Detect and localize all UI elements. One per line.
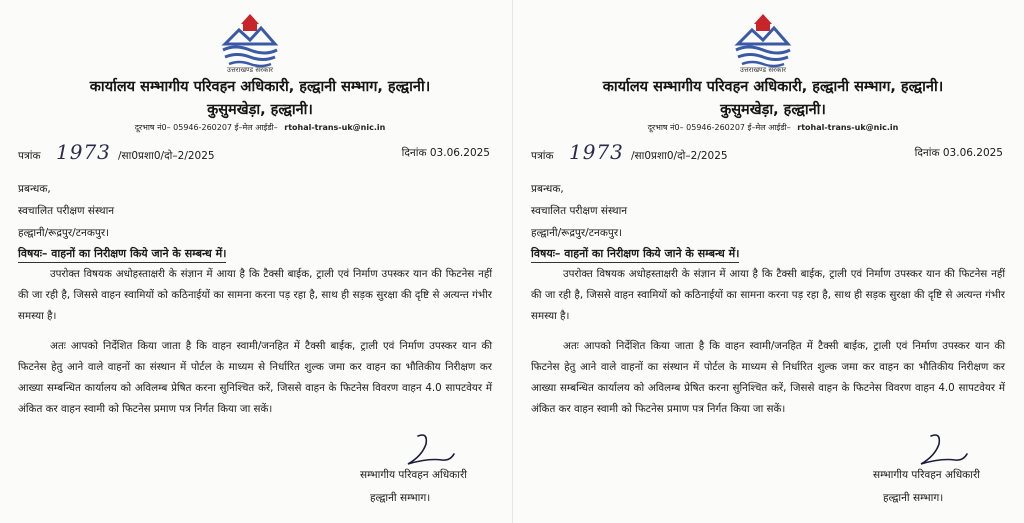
contact-phone: दूरभाष नं0– 05946-260207 ई–मेल आईडी– (647, 123, 791, 132)
addressee-line1: प्रबन्धक, (18, 183, 51, 195)
addressee-line2: स्वचालित परीक्षण संस्थान (18, 205, 115, 217)
ref-handwritten-number: 1973 (569, 140, 624, 164)
subject-label: विषयः– (531, 247, 561, 260)
subject-label: विषयः– (18, 247, 48, 260)
subject-line (531, 246, 739, 263)
signature-icon (911, 430, 971, 470)
emblem-caption: उत्तराखण्ड सरकार (226, 66, 274, 74)
letter-date: दिनांक 03.06.2025 (401, 147, 490, 159)
subject-text: वाहनों का निरीक्षण किये जाने के सम्बन्ध में। (564, 247, 740, 260)
office-title: कार्यालय सम्भागीय परिवहन अधिकारी, हल्द्वानी सम्भाग, हल्द्वानी। (602, 79, 944, 95)
letter-date: दिनांक 03.06.2025 (914, 147, 1003, 159)
paragraph-2: अतः आपको निर्देशित किया जाता है कि वाहन स्वामी/जनहित में टैक्सी बाईक, ट्राली एवं निर्माण उपस्कर यान की फिटनेस हेतु आने वाले वाहनों का संस्थान में पोर्टल के माध्यम से निर्धारित शुल्क जमा कर वाहन का भौतिकीय निरीक्षण कर आख्या सम्बन्धित कार्यालय को अविलम्ब प्रेषित करना सुनिश्चित करें, जिससे वाहन के फिटनेस विवरण वाहन 4.0 सापटवेयर में अंकित कर वाहन स्वामी को फिटनेस प्रमाण पत्र निर्गत किया जा सकें। (18, 340, 492, 415)
addressee-line3: हल्द्वानी/रूद्रपुर/टनकपुर। (531, 227, 623, 239)
ref-handwritten-number: 1973 (56, 140, 111, 164)
addressee-line2: स्वचालित परीक्षण संस्थान (531, 205, 628, 217)
letter-page-right (512, 0, 1024, 523)
addressee-line1: प्रबन्धक, (531, 183, 564, 195)
uttarakhand-emblem-icon (215, 10, 285, 70)
office-title: कार्यालय सम्भागीय परिवहन अधिकारी, हल्द्वानी सम्भाग, हल्द्वानी। (89, 79, 431, 95)
uttarakhand-emblem-icon (728, 10, 798, 70)
contact-line (60, 122, 460, 133)
ref-label: पत्रांक (18, 150, 41, 162)
ref-label: पत्रांक (531, 150, 554, 162)
contact-line (573, 122, 973, 133)
office-place: कुसुमखेड़ा, हल्द्वानी। (207, 102, 313, 118)
paragraph-1: उपरोक्त विषयक अधोहस्ताक्षरी के संज्ञान में आया है कि टैक्सी बाईक, ट्राली एवं निर्माण उपस्कर यान की फिटनेस नहीं की जा रही है, जिससे वाहन स्वामियों को कठिनाईयों का सामना करना पड़ रहा है, साथ ही सड़क सुरक्षा की दृष्टि से अत्यन्त गंभीर समस्या है। (18, 268, 492, 322)
signature-icon (398, 430, 458, 470)
paragraph-2: अतः आपको निर्देशित किया जाता है कि वाहन स्वामी/जनहित में टैक्सी बाईक, ट्राली एवं निर्माण उपस्कर यान की फिटनेस हेतु आने वाले वाहनों का संस्थान में पोर्टल के माध्यम से निर्धारित शुल्क जमा कर वाहन का भौतिकीय निरीक्षण कर आख्या सम्बन्धित कार्यालय को अविलम्ब प्रेषित करना सुनिश्चित करें, जिससे वाहन के फिटनेस विवरण वाहन 4.0 सापटवेयर में अंकित कर वाहन स्वामी को फिटनेस प्रमाण पत्र निर्गत किया जा सकें। (531, 340, 1005, 415)
ref-number: /सा0प्रशा0/दो–2/2025 (118, 150, 215, 162)
contact-email: rtohal-trans-uk@nic.in (797, 123, 899, 132)
subject-line (18, 246, 226, 263)
signatory-place: हल्द्वानी सम्भाग। (883, 492, 944, 504)
addressee-line3: हल्द्वानी/रूद्रपुर/टनकपुर। (18, 227, 110, 239)
signatory-title: सम्भागीय परिवहन अधिकारी (360, 469, 467, 481)
signatory-title: सम्भागीय परिवहन अधिकारी (873, 469, 980, 481)
ref-number: /सा0प्रशा0/दो–2/2025 (631, 150, 728, 162)
contact-email: rtohal-trans-uk@nic.in (284, 123, 386, 132)
paragraph-1: उपरोक्त विषयक अधोहस्ताक्षरी के संज्ञान में आया है कि टैक्सी बाईक, ट्राली एवं निर्माण उपस्कर यान की फिटनेस नहीं की जा रही है, जिससे वाहन स्वामियों को कठिनाईयों का सामना करना पड़ रहा है, साथ ही सड़क सुरक्षा की दृष्टि से अत्यन्त गंभीर समस्या है। (531, 268, 1005, 322)
reference-row (531, 140, 1011, 166)
contact-phone: दूरभाष नं0– 05946-260207 ई–मेल आईडी– (134, 123, 278, 132)
emblem-caption: उत्तराखण्ड सरकार (739, 66, 787, 74)
reference-row (18, 140, 498, 166)
subject-text: वाहनों का निरीक्षण किये जाने के सम्बन्ध में। (51, 247, 227, 260)
signatory-place: हल्द्वानी सम्भाग। (370, 492, 431, 504)
office-place: कुसुमखेड़ा, हल्द्वानी। (720, 102, 826, 118)
